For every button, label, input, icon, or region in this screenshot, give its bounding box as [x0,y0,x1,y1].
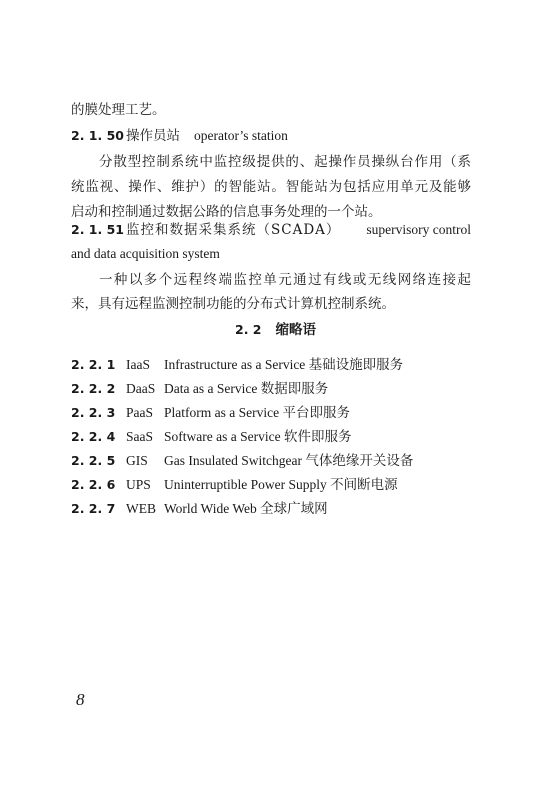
abbreviation-row [71,355,471,375]
term-number: 2. 1. 51 [71,222,124,237]
abbreviation-text: Software as a Service 软件即服务 [164,429,352,444]
abbreviation-number: 2. 2. 7 [71,501,116,516]
abbreviation-row [71,427,471,447]
term-chinese: 监控和数据采集系统（SCADA） [126,222,341,238]
definition-line [71,202,471,222]
abbreviation-code: WEB [126,501,156,516]
term-number: 2. 1. 50 [71,128,124,143]
abbreviation-number: 2. 2. 4 [71,429,116,444]
definition-text: 来，具有远程监测控制功能的分布式计算机控制系统。 [71,296,395,312]
definition-text: 统监视、操作、维护）的智能站。智能站为包括应用单元及能够 [71,179,471,195]
abbreviation-code: PaaS [126,405,153,420]
definition-text: 启动和控制通过数据公路的信息事务处理的一个站。 [71,204,382,220]
abbreviation-code: GIS [126,453,148,468]
abbreviation-code: UPS [126,477,151,492]
term-english-line1: supervisory control [366,222,471,237]
abbreviation-number: 2. 2. 6 [71,477,116,492]
section-title: 缩略语 [275,322,316,338]
abbreviation-text: Gas Insulated Switchgear 气体绝缘开关设备 [164,453,414,468]
abbreviation-text: Platform as a Service 平台即服务 [164,405,350,420]
term-chinese: 操作员站 [126,128,180,144]
page-number: 8 [76,690,85,709]
definition-line [71,294,471,314]
abbreviation-text: Uninterruptible Power Supply 不间断电源 [164,477,398,492]
abbreviation-number: 2. 2. 5 [71,453,116,468]
abbreviation-number: 2. 2. 1 [71,357,116,372]
term-entry-2-1-50 [71,126,471,146]
section-number: 2. 2 [235,322,262,337]
abbreviation-row [71,499,471,519]
definition-text: 一种以多个远程终端监控单元通过有线或无线网络连接起 [99,272,471,288]
definition-line [99,270,471,290]
abbreviation-row [71,379,471,399]
abbreviation-row [71,451,471,471]
definition-text: 分散型控制系统中监控级提供的、起操作员操纵台作用（系 [99,154,471,170]
term-entry-2-1-51 [71,220,471,240]
abbreviation-code: SaaS [126,429,153,444]
definition-line [99,152,471,172]
abbreviation-row [71,475,471,495]
section-heading [0,320,551,340]
abbreviation-code: DaaS [126,381,156,396]
paragraph-text: 的膜处理工艺。 [71,102,166,118]
term-english-line2 [71,244,471,264]
abbreviation-code: IaaS [126,357,150,372]
abbreviation-number: 2. 2. 2 [71,381,116,396]
abbreviation-row [71,403,471,423]
term-english: operator’s station [194,128,288,143]
abbreviation-text: Infrastructure as a Service 基础设施即服务 [164,357,404,372]
abbreviation-text: Data as a Service 数据即服务 [164,381,329,396]
paragraph-continuation [71,100,471,120]
abbreviation-number: 2. 2. 3 [71,405,116,420]
abbreviation-text: World Wide Web 全球广域网 [164,501,328,516]
term-english-text: and data acquisition system [71,246,220,261]
definition-line [71,177,471,197]
